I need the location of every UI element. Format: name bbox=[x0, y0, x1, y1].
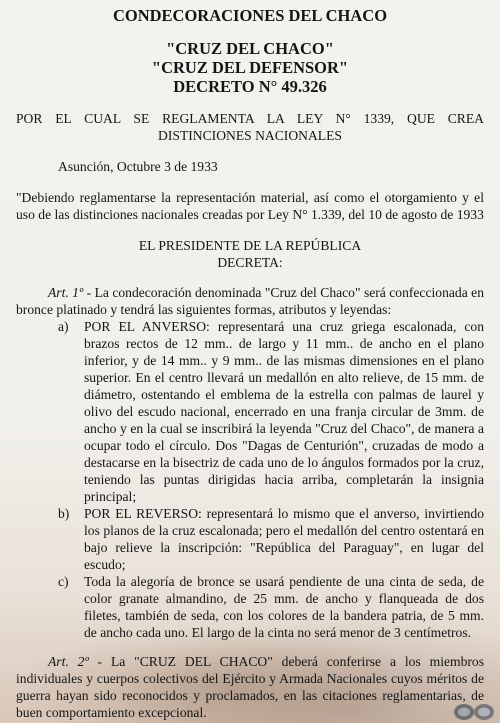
article-2-text: - La "CRUZ DEL CHACO" deberá conferirse a los miembros individuales y cuerpos colectivos del Ejército y Armada Nacionales cuyos méritos de guerra hayan sido reconocidos y proclamados, en las citaciones reglamentarias, de buen comportamiento excepcional. bbox=[16, 654, 484, 720]
list-item-anverso bbox=[58, 318, 484, 505]
law-reference-line: POR EL CUAL SE REGLAMENTA LA LEY N° 1339, QUE CREA DISTINCIONES NACIONALES bbox=[16, 111, 484, 143]
seal-logo-icon bbox=[452, 703, 496, 721]
item-marker: a) bbox=[58, 319, 69, 334]
article-2-label: Art. 2º bbox=[48, 654, 89, 669]
item-text: POR EL ANVERSO: representará una cruz griega escalonada, con brazos rectos de 12 mm.. de largo y 11 mm.. de ancho en el plano inferior, y de 14 mm.. y 9 mm.. de las mismas dimensiones en el plano superior. En el centro llevará un medallón en alto relieve, de 15 mm. de diámetro, ostentando el emblema de la estrella con palmas de laurel y olivo del escudo nacional, encerrado en una franja circular de 3mm. de ancho y en la cual se inscribirá la leyenda "Cruz del Chaco", de manera a ocupar todo el círculo. Dos "Dagas de Centurión", cruzadas de modo a destacarse en la bisectriz de cada uno de lo ángulos formados por la cruz, teniendo las puntas dirigidas hacia arriba, completarán la insignia principal; bbox=[84, 319, 484, 504]
preamble-paragraph: "Debiendo reglamentarse la representación material, así como el otorgamiento y el uso de las distinciones nacionales creadas por Ley N° 1.339, del 10 de agosto de 1933 bbox=[16, 190, 484, 222]
president-line: EL PRESIDENTE DE LA REPÚBLICA bbox=[138, 238, 362, 253]
decree-number: DECRETO N° 49.326 bbox=[173, 77, 327, 96]
date-line: Asunción, Octubre 3 de 1933 bbox=[58, 159, 218, 174]
document-title: CONDECORACIONES DEL CHACO bbox=[112, 6, 388, 25]
article-1-items bbox=[58, 318, 484, 641]
decreta-line: DECRETA: bbox=[217, 255, 283, 270]
item-marker: c) bbox=[58, 574, 69, 589]
article-1-label: Art. 1º bbox=[48, 285, 84, 300]
item-text: Toda la alegoría de bronce se usará pendiente de una cinta de seda, de color granate almandino, de 25 mm. de ancho y flanqueada de dos filetes, también de seda, con los colores de la bandera patria, de 5 mm. de ancho cada uno. El largo de la cinta no será menor de 3 centímetros. bbox=[84, 574, 484, 640]
article-1-text: - La condecoración denominada "Cruz del Chaco" será confeccionada en bronce platinado y tendrá las siguientes formas, atributos y leyendas: bbox=[16, 285, 484, 317]
list-item-reverso bbox=[58, 505, 484, 573]
president-heading bbox=[0, 237, 500, 271]
list-item-cinta bbox=[58, 573, 484, 641]
item-marker: b) bbox=[58, 506, 70, 521]
article-1-paragraph bbox=[16, 284, 484, 318]
medal-name-cruz-del-defensor: "CRUZ DEL DEFENSOR" bbox=[151, 58, 349, 77]
article-2-paragraph bbox=[16, 653, 484, 721]
medal-name-cruz-del-chaco: "CRUZ DEL CHACO" bbox=[166, 39, 334, 58]
item-text: POR EL REVERSO: representará lo mismo que el anverso, invirtiendo los planos de la cruz escalonada; pero el medallón del centro ostentará en bajo relieve la inscripción: "República del Paraguay", en lugar del escudo; bbox=[84, 506, 484, 572]
